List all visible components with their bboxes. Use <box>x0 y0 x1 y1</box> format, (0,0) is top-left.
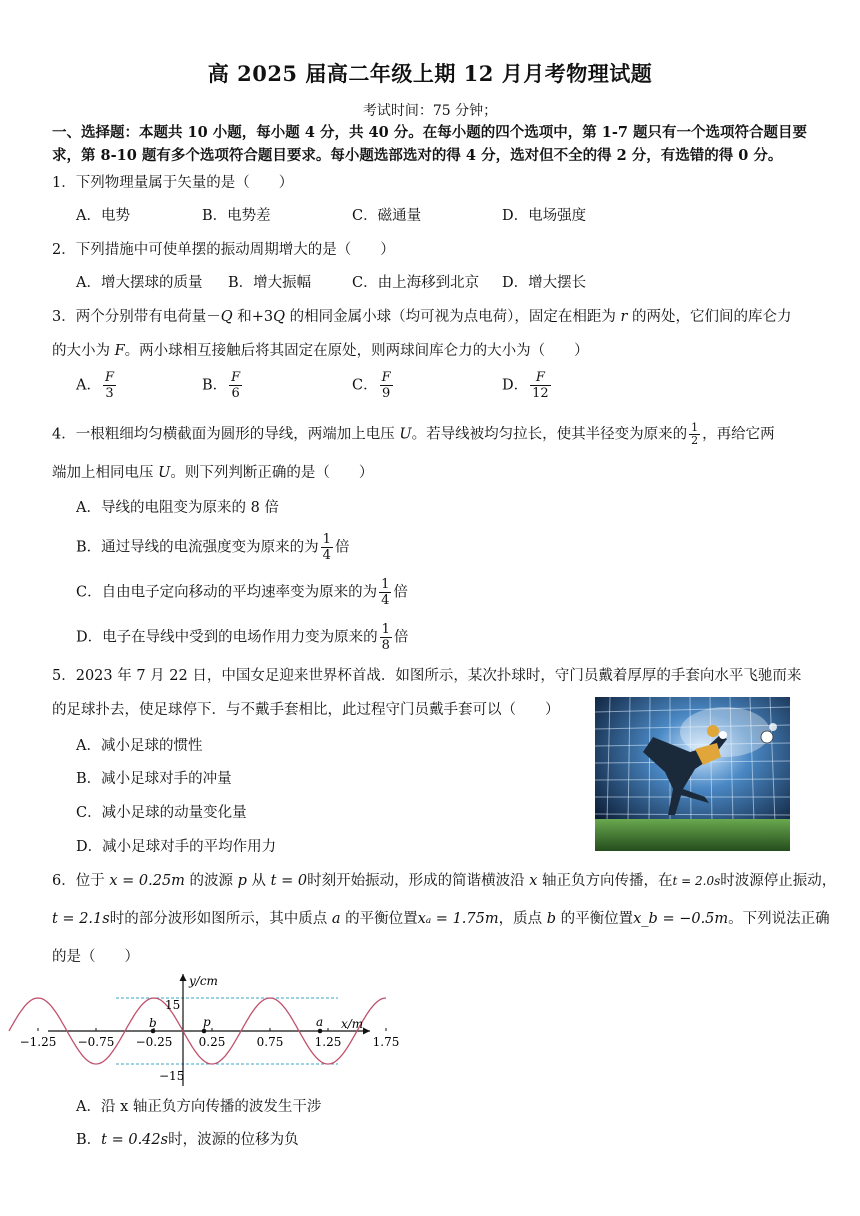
section-instructions-line2: 求，第 8-10 题有多个选项符合题目要求。每小题选部选对的得 4 分，选对但不全的得 2 分，有选错的得 0 分。 <box>52 147 783 164</box>
q2-option-d: D．增大摆长 <box>502 275 587 291</box>
y-tick-15: 15 <box>165 998 181 1012</box>
exam-time: 考试时间：75 分钟； <box>362 103 498 119</box>
q2-stem: 2．下列措施中可使单摆的振动周期增大的是（ ） <box>52 242 395 258</box>
x-tick-label: 1.75 <box>372 1035 400 1049</box>
q3-option-b: B． $\frac{F}{6}$ <box>202 370 241 401</box>
point-p <box>202 1029 207 1034</box>
q2-option-b: B．增大振幅 <box>228 275 312 291</box>
q6-stem-line3: 的是（ ） <box>52 949 139 965</box>
page-title: 高 2025 届高二年级上期 12 月月考物理试题 <box>207 61 653 86</box>
q2-option-a: A．增大摆球的质量 <box>76 275 203 291</box>
q1-option-a: A．电势 <box>76 208 130 224</box>
y-axis-label: y/cm <box>189 974 218 988</box>
x-tick-label: −1.25 <box>19 1035 57 1049</box>
q5-option-d: D．减小足球对手的平均作用力 <box>76 839 277 855</box>
q3-stem-line2: 的大小为 F。两小球相互接触后将其固定在原处，则两球间库仑力的大小为（ ） <box>52 343 589 359</box>
x-axis-label: x/m <box>341 1017 364 1031</box>
q4-option-a: A．导线的电阻变为原来的 8 倍 <box>76 500 279 516</box>
q6-option-b: B．t = 0.42s时，波源的位移为负 <box>76 1132 299 1148</box>
goalkeeper-photo <box>595 697 790 851</box>
q3-option-a: A． $\frac{F}{3}$ <box>76 370 115 401</box>
x-tick-label: −0.75 <box>77 1035 115 1049</box>
q6-option-a: A．沿 x 轴正负方向传播的波发生干涉 <box>76 1099 322 1115</box>
q4-option-c: C．自由电子定向移动的平均速率变为原来的为 $\frac{1}{4}$ 倍 <box>76 577 408 608</box>
q4-stem-line2: 端加上相同电压 U。则下列判断正确的是（ ） <box>52 465 374 481</box>
point-b-label: b <box>149 1016 157 1030</box>
section-instructions-line1: 一、选择题：本题共 10 小题，每小题 4 分，共 40 分。在每小题的四个选项中，第 1-7 题只有一个选项符合题目要 <box>52 124 808 141</box>
x-tick-label: −0.25 <box>135 1035 173 1049</box>
q4-option-b: B．通过导线的电流强度变为原来的为 $\frac{1}{4}$ 倍 <box>76 532 350 563</box>
y-tick-neg15: −15 <box>159 1069 185 1083</box>
q6-stem-line1: 6．位于 x = 0.25m 的波源 p 从 t = 0时刻开始振动，形成的简谐横波沿 x 轴正负方向传播，在t = 2.0s时波源停止振动， <box>52 873 837 889</box>
q3-stem-line1: 3．两个分别带有电荷量－Q 和+3Q 的相同金属小球（均可视为点电荷），固定在相距为 r 的两处，它们间的库仑力 <box>52 309 792 325</box>
q1-option-d: D．电场强度 <box>502 208 587 224</box>
q1-stem: 1．下列物理量属于矢量的是（ ） <box>52 175 294 191</box>
q1-option-c: C．磁通量 <box>352 208 422 224</box>
point-p-label: p <box>203 1015 211 1029</box>
q3-option-c: C． $\frac{F}{9}$ <box>352 370 391 401</box>
q2-option-c: C．由上海移到北京 <box>352 275 480 291</box>
wave-graph <box>19 968 400 1092</box>
x-tick-label: 1.25 <box>314 1035 342 1049</box>
q1-option-b: B．电势差 <box>202 208 271 224</box>
q3-option-d: D． $\frac{F}{12}$ <box>502 370 549 401</box>
q6-stem-line2: t = 2.1s时的部分波形如图所示，其中质点 a 的平衡位置xₐ = 1.75m，质点 b 的平衡位置x_b = −0.5m。下列说法正确 <box>52 911 830 927</box>
q4-option-d: D．电子在导线中受到的电场作用力变为原来的 $\frac{1}{8}$ 倍 <box>76 622 409 653</box>
point-a <box>318 1029 323 1034</box>
q5-stem-line2: 的足球扑去，使足球停下．与不戴手套相比，此过程守门员戴手套可以（ ） <box>52 702 560 718</box>
q5-option-a: A．减小足球的惯性 <box>76 738 203 754</box>
q5-option-b: B．减小足球对手的冲量 <box>76 771 232 787</box>
wave-graph-svg <box>19 968 400 1088</box>
point-a-label: a <box>316 1015 324 1029</box>
x-tick-label: 0.25 <box>198 1035 226 1049</box>
q4-stem-line1: 4．一根粗细均匀横截面为圆形的导线，两端加上电压 U。若导线被均匀拉长，使其半径变为原来的 $\frac{1}{2}$ ，再给它两 <box>52 421 775 447</box>
q5-stem-line1: 5．2023 年 7 月 22 日，中国女足迎来世界杯首战．如图所示，某次扑球时，守门员戴着厚厚的手套向水平飞驰而来 <box>52 668 802 684</box>
x-tick-label: 0.75 <box>256 1035 284 1049</box>
q5-option-c: C．减小足球的动量变化量 <box>76 805 247 821</box>
